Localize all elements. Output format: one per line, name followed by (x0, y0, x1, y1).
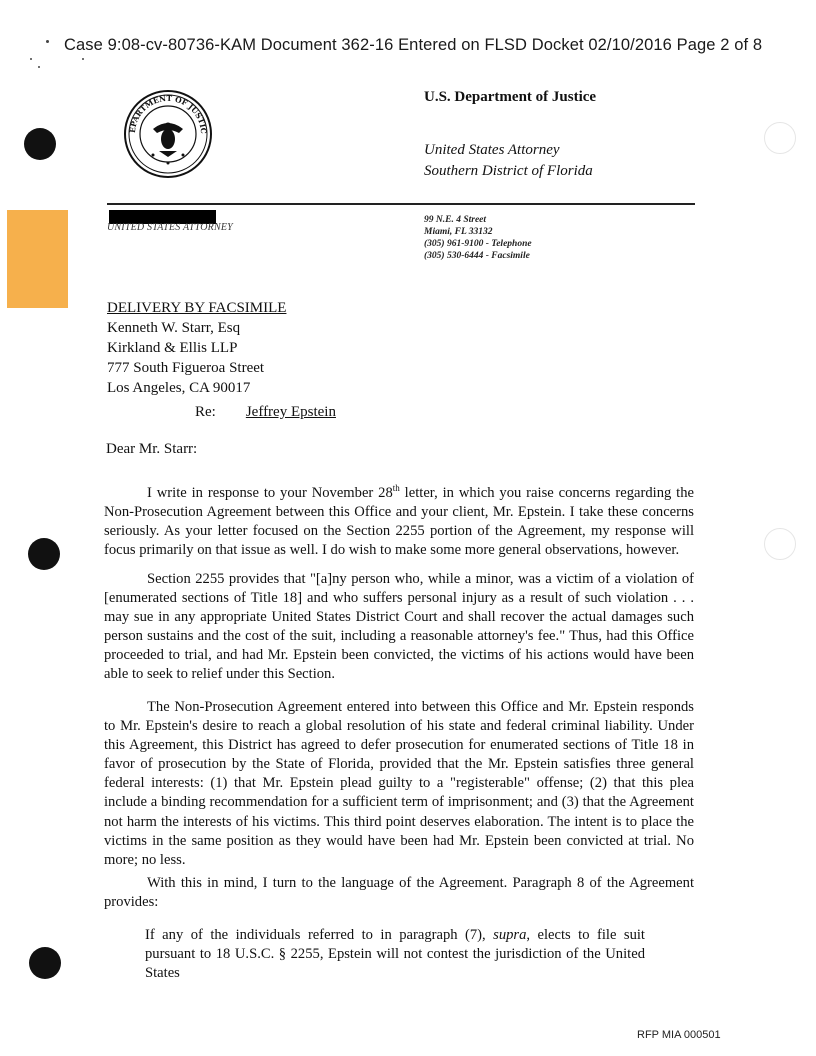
re-subject: Jeffrey Epstein (245, 404, 336, 420)
scan-speck (38, 66, 40, 68)
office-name (424, 140, 593, 182)
addressee-firm: Kirkland & Ellis LLP (107, 340, 238, 356)
office-line-1: United States Attorney (424, 142, 560, 158)
scan-speck (82, 58, 84, 60)
paragraph-1: I write in response to your November 28th letter, in which you raise concerns regarding the Non-Prosecution Agreement between this Office and your client, Mr. Epstein. I take these concerns seriously. As your letter focused on the Section 2255 portion of the Agreement, my response will focus primarily on that issue as well. I do wish to make some more general observations, however. (104, 483, 695, 559)
faint-hole-shadow (764, 122, 796, 154)
addressee-city: Los Angeles, CA 90017 (107, 380, 251, 396)
address-phone: (305) 961-9100 - Telephone (424, 239, 532, 249)
paragraph-4: With this in mind, I turn to the language of the Agreement. Paragraph 8 of the Agreement provides: (104, 875, 694, 911)
punch-hole (29, 947, 61, 979)
faint-hole-shadow (764, 528, 796, 560)
signer-title: UNITED STATES ATTORNEY (107, 222, 233, 233)
address-fax: (305) 530-6444 - Facsimile (424, 251, 530, 261)
subject-line (195, 404, 336, 421)
bates-number: RFP MIA 000501 (637, 1029, 721, 1041)
punch-hole (24, 128, 56, 160)
re-label: Re: (195, 404, 216, 420)
address-street: 99 N.E. 4 Street (424, 215, 487, 225)
doj-seal-logo (123, 89, 213, 179)
paragraph-3: The Non-Prosecution Agreement entered into between this Office and Mr. Epstein responds to Mr. Epstein's desire to reach a global resolution of his state and federal criminal liability. Under this Agreement, this District has agreed to defer prosecution for enumerated sections of Title 18 in favor of prosecution by the State of Florida, provided that the Mr. Epstein satisfies three general federal interests: (1) that Mr. Epstein plead guilty to a "registerable" offense; (2) that this plea include a binding recommendation for a sufficient term of imprisonment; and (3) that the Agreement not harm the interests of his victims. This third point deserves elaboration. The intent is to place the victims in the same position as they would have been had Mr. Epstein been convicted at trial. No more; no less. (104, 699, 694, 868)
seal-text: EPARTMENT OF JUSTIC (127, 93, 209, 135)
address-city: Miami, FL 33132 (424, 227, 493, 237)
department-name: U.S. Department of Justice (424, 89, 597, 105)
delivery-method: DELIVERY BY FACSIMILE (107, 300, 287, 316)
letterhead-rule (107, 203, 695, 205)
block-quote: If any of the individuals referred to in paragraph (7), supra, elects to file suit pursuant to 18 U.S.C. § 2255, Epstein will not contest the jurisdiction of the United States (145, 927, 645, 982)
office-line-2: Southern District of Florida (424, 163, 593, 179)
scan-speck (46, 40, 49, 43)
office-address (424, 214, 532, 262)
addressee-street: 777 South Figueroa Street (107, 360, 265, 376)
court-filing-header: Case 9:08-cv-80736-KAM Document 362-16 Entered on FLSD Docket 02/10/2016 Page 2 of 8 (64, 36, 763, 54)
sticky-note-tab (7, 210, 68, 308)
punch-hole (28, 538, 60, 570)
salutation: Dear Mr. Starr: (106, 441, 198, 457)
scan-speck (30, 58, 32, 60)
paragraph-2: Section 2255 provides that "[a]ny person who, while a minor, was a victim of a violation of [enumerated sections of Title 18] and who suffers personal injury as a result of such violation . . . may sue in any appropriate United States District Court and shall recover the actual damages such person sustains and the cost of the suit, including a reasonable attorney's fee." Thus, had this Office proceeded to trial, and had Mr. Epstein been convicted, the victims of his actions would have been able to seek to relief under this Section. (104, 571, 694, 683)
addressee-block (107, 298, 286, 398)
addressee-name: Kenneth W. Starr, Esq (107, 320, 241, 336)
